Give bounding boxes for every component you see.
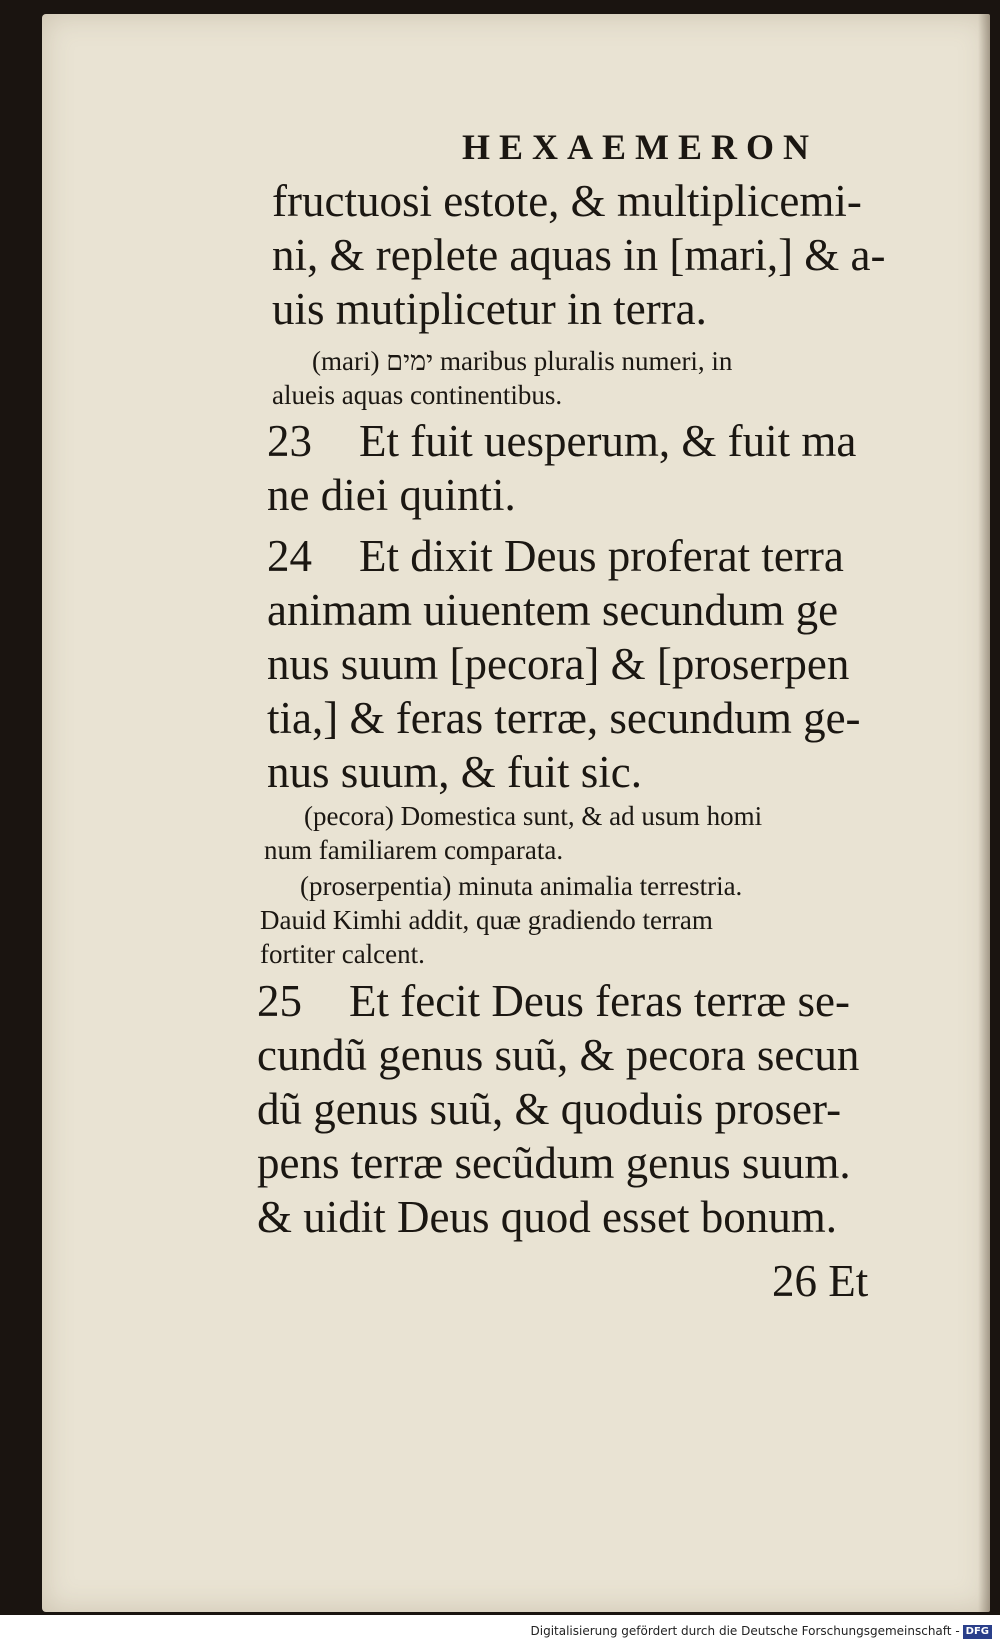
- text-line: Et fuit uesperum, & fuit ma: [359, 416, 857, 466]
- text-line: cundũ genus suũ, & pecora secun: [257, 1030, 860, 1080]
- note-line: fortiter calcent.: [260, 939, 425, 969]
- note-line: (mari) ימים maribus pluralis numeri, in: [312, 346, 733, 376]
- note-pecora: [264, 799, 762, 867]
- text-line: fructuosi estote, & multiplicemi-: [272, 176, 862, 226]
- dfg-logo: DFG: [963, 1625, 992, 1639]
- verse-23: [267, 414, 856, 522]
- text-line: dũ genus suũ, & quoduis proser-: [257, 1084, 842, 1134]
- running-title: HEXAEMERON: [462, 127, 819, 167]
- credit-text: Digitalisierung gefördert durch die Deutsche Forschungsgemeinschaft -: [530, 1624, 960, 1638]
- note-line: alueis aquas continentibus.: [272, 380, 563, 410]
- catchword: 26 Et: [772, 1256, 869, 1306]
- text-line: pens terræ secũdum genus suum.: [257, 1138, 851, 1188]
- text-line: animam uiuentem secundum ge: [267, 585, 839, 635]
- verse-number: 23: [267, 416, 312, 466]
- note-line: num familiarem comparata.: [264, 835, 564, 865]
- text-line: Et dixit Deus proferat terra: [359, 531, 844, 581]
- note-line: Dauid Kimhi addit, quæ gradiendo terram: [260, 905, 713, 935]
- verse-number: 25: [257, 976, 302, 1026]
- verse-22-continuation: [272, 174, 886, 336]
- text-line: nus suum, & fuit sic.: [267, 747, 643, 797]
- note-line: (pecora) Domestica sunt, & ad usum homi: [304, 801, 763, 831]
- note-proserpentia: [260, 869, 742, 971]
- digitization-credit: [0, 1615, 1000, 1649]
- verse-25: [257, 974, 859, 1244]
- text-line: ni, & replete aquas in [mari,] & a-: [272, 230, 886, 280]
- note-line: (proserpentia) minuta animalia terrestria.: [300, 871, 743, 901]
- note-mari: [272, 344, 732, 412]
- book-page: [42, 14, 990, 1612]
- text-line: tia,] & feras terræ, secundum ge-: [267, 693, 861, 743]
- text-line: Et fecit Deus feras terræ se-: [349, 976, 851, 1026]
- text-line: uis mutiplicetur in terra.: [272, 284, 707, 334]
- text-line: nus suum [pecora] & [proserpen: [267, 639, 850, 689]
- text-line: ne diei quinti.: [267, 470, 516, 520]
- text-line: & uidit Deus quod esset bonum.: [257, 1192, 837, 1242]
- verse-number: 24: [267, 531, 312, 581]
- verse-24: [267, 529, 861, 799]
